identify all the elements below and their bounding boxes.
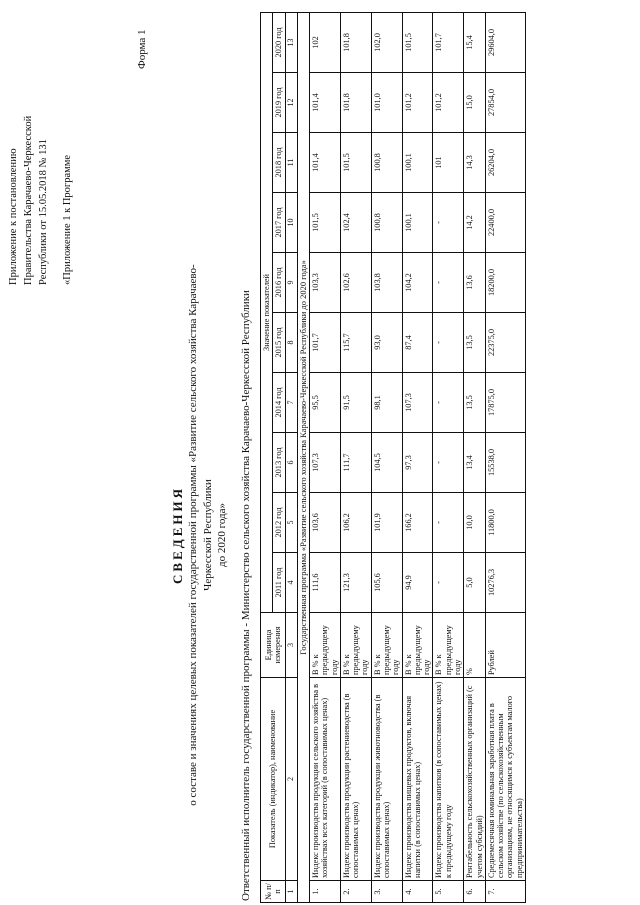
value-cell: - — [433, 433, 464, 493]
column-number: 6 — [285, 433, 297, 493]
responsible-executor: Ответственный исполнитель государственной программы - Министерство сельского хозяйства Карачаево-Черкесской Республики — [240, 290, 252, 901]
program-title: Государственная программа «Развитие сельского хозяйства Карачаево-Черкесской Республики до 2020 года» — [297, 12, 310, 902]
value-cell: 103,8 — [371, 253, 402, 313]
value-cell: 22375,0 — [485, 313, 525, 373]
value-cell: 111,6 — [310, 553, 341, 613]
document-title: СВЕДЕНИЯ — [170, 486, 185, 584]
value-cell: - — [433, 553, 464, 613]
value-cell: 101,5 — [340, 133, 371, 193]
unit-cell: В % к предыдущему году — [402, 613, 433, 678]
value-cell: 101,8 — [340, 12, 371, 72]
indicators-table — [260, 12, 526, 903]
value-cell: 121,3 — [340, 553, 371, 613]
value-cell: 100,8 — [371, 193, 402, 253]
document-heading — [170, 255, 228, 815]
unit-cell: В % к предыдущему году — [340, 613, 371, 678]
row-number: 6. — [464, 881, 486, 903]
column-number: 12 — [285, 73, 297, 133]
value-cell: 93,0 — [371, 313, 402, 373]
table-row — [433, 12, 464, 902]
value-cell: 15,0 — [464, 73, 486, 133]
table-row — [464, 12, 486, 902]
value-cell: 101,8 — [340, 73, 371, 133]
value-cell: 111,7 — [340, 433, 371, 493]
value-cell: 102,4 — [340, 193, 371, 253]
value-cell: 104,2 — [402, 253, 433, 313]
table-row — [402, 12, 433, 902]
column-number: 2 — [285, 678, 297, 881]
value-cell: 94,9 — [402, 553, 433, 613]
value-cell: 29604,0 — [485, 12, 525, 72]
value-cell: 101,2 — [433, 73, 464, 133]
value-cell: - — [433, 493, 464, 553]
value-cell: 101,5 — [402, 12, 433, 72]
value-cell: 97,3 — [402, 433, 433, 493]
value-cell: 115,7 — [340, 313, 371, 373]
value-cell: 102,0 — [371, 12, 402, 72]
value-cell: 101,5 — [310, 193, 341, 253]
header-year: 2016 год — [273, 253, 285, 313]
column-number: 3 — [285, 613, 297, 678]
value-cell: 101,9 — [371, 493, 402, 553]
indicator-name: Среднемесячная номинальная заработная плата в сельском хозяйстве (по сельскохозяйственным организациям, не относящимся к субъектам малого предпринимательства) — [485, 678, 525, 881]
value-cell: 26204,0 — [485, 133, 525, 193]
header-num: № п/п — [261, 881, 286, 903]
header-year: 2013 год — [273, 433, 285, 493]
appendix-line: Приложение к постановлению — [8, 148, 19, 285]
value-cell: 11800,0 — [485, 493, 525, 553]
column-number: 13 — [285, 12, 297, 72]
indicator-name: Индекс производства продукции животноводства (в сопоставимых ценах) — [371, 678, 402, 881]
value-cell: 107,3 — [310, 433, 341, 493]
value-cell: 14,2 — [464, 193, 486, 253]
value-cell: 10,0 — [464, 493, 486, 553]
value-cell: 13,6 — [464, 253, 486, 313]
value-cell: 18200,0 — [485, 253, 525, 313]
header-year: 2015 год — [273, 313, 285, 373]
row-number: 7. — [485, 881, 525, 903]
header-values: Значение показателей — [261, 12, 273, 612]
row-number: 3. — [371, 881, 402, 903]
value-cell: 100,1 — [402, 133, 433, 193]
value-cell: 100,8 — [371, 133, 402, 193]
unit-cell: Рублей — [485, 613, 525, 678]
unit-cell: В % к предыдущему году — [310, 613, 341, 678]
header-year: 2017 год — [273, 193, 285, 253]
value-cell: 104,5 — [371, 433, 402, 493]
value-cell: 105,6 — [371, 553, 402, 613]
value-cell: 100,1 — [402, 193, 433, 253]
indicator-name: Индекс производства напитков (в сопоставимых ценах) к предыдущему году — [433, 678, 464, 881]
value-cell: 91,5 — [340, 373, 371, 433]
value-cell: 103,3 — [310, 253, 341, 313]
value-cell: 15538,0 — [485, 433, 525, 493]
value-cell: 101,2 — [402, 73, 433, 133]
value-cell: 27854,0 — [485, 73, 525, 133]
value-cell: - — [433, 313, 464, 373]
unit-cell: В % к предыдущему году — [433, 613, 464, 678]
header-year: 2011 год — [273, 553, 285, 613]
value-cell: 13,5 — [464, 373, 486, 433]
appendix-note — [6, 5, 75, 285]
value-cell: 98,1 — [371, 373, 402, 433]
table-row — [371, 12, 402, 902]
document-subtitle: о составе и значениях целевых показателей государственной программы «Развитие сельского хозяйства Карачаево-Черкесской Республики — [187, 264, 214, 806]
header-year: 2019 год — [273, 73, 285, 133]
value-cell: 15,4 — [464, 12, 486, 72]
indicator-name: Индекс производства продукции растениеводства (в сопоставимых ценах) — [340, 678, 371, 881]
header-year: 2014 год — [273, 373, 285, 433]
value-cell: 101,7 — [433, 12, 464, 72]
form-label: Форма 1 — [136, 29, 148, 69]
row-number: 4. — [402, 881, 433, 903]
value-cell: - — [433, 193, 464, 253]
value-cell: 101,4 — [310, 133, 341, 193]
indicator-name: Индекс производства продукции сельского хозяйства в хозяйствах всех категорий (в сопоставимых ценах) — [310, 678, 341, 881]
value-cell: - — [433, 373, 464, 433]
value-cell: 101,0 — [371, 73, 402, 133]
row-number: 2. — [340, 881, 371, 903]
value-cell: 102,6 — [340, 253, 371, 313]
value-cell: 101 — [433, 133, 464, 193]
appendix-line: «Приложение 1 к Программе — [61, 154, 73, 285]
program-row — [297, 12, 310, 902]
table-row — [485, 12, 525, 902]
column-number: 5 — [285, 493, 297, 553]
row-number: 5. — [433, 881, 464, 903]
value-cell: 101,4 — [310, 73, 341, 133]
column-number: 1 — [285, 881, 297, 903]
value-cell: 102 — [310, 12, 341, 72]
header-year: 2020 год — [273, 12, 285, 72]
value-cell: 95,5 — [310, 373, 341, 433]
indicator-name: Индекс производства пищевых продуктов, включая напитки (в сопоставимых ценах) — [402, 678, 433, 881]
value-cell: 17875,0 — [485, 373, 525, 433]
value-cell: 13,4 — [464, 433, 486, 493]
value-cell: - — [433, 253, 464, 313]
value-cell: 107,3 — [402, 373, 433, 433]
value-cell: 101,7 — [310, 313, 341, 373]
value-cell: 13,5 — [464, 313, 486, 373]
column-number: 11 — [285, 133, 297, 193]
table-row — [340, 12, 371, 902]
value-cell: 10276,3 — [485, 553, 525, 613]
value-cell: 22400,0 — [485, 193, 525, 253]
column-number: 8 — [285, 313, 297, 373]
column-number: 7 — [285, 373, 297, 433]
unit-cell: % — [464, 613, 486, 678]
header-year: 2018 год — [273, 133, 285, 193]
header-year: 2012 год — [273, 493, 285, 553]
value-cell: 87,4 — [402, 313, 433, 373]
header-unit: Единица измерения — [261, 613, 286, 678]
indicator-name: Рентабельность сельскохозяйственных организаций (с учетом субсидий) — [464, 678, 486, 881]
document-subtitle-cont: до 2020 года» — [215, 503, 228, 567]
row-number: 1. — [310, 881, 341, 903]
value-cell: 5,0 — [464, 553, 486, 613]
appendix-line: Республики от 15.05.2018 № 131 — [38, 139, 50, 285]
value-cell: 106,2 — [340, 493, 371, 553]
appendix-line: Правительства Карачаево-Черкесской — [23, 115, 35, 285]
column-number: 9 — [285, 253, 297, 313]
value-cell: 103,6 — [310, 493, 341, 553]
column-number: 4 — [285, 553, 297, 613]
table-row — [310, 12, 341, 902]
value-cell: 166,2 — [402, 493, 433, 553]
column-numbers-row — [285, 12, 297, 902]
unit-cell: В % к предыдущему году — [371, 613, 402, 678]
value-cell: 14,3 — [464, 133, 486, 193]
header-indicator: Показатель (индикатор), наименование — [261, 678, 286, 881]
column-number: 10 — [285, 193, 297, 253]
